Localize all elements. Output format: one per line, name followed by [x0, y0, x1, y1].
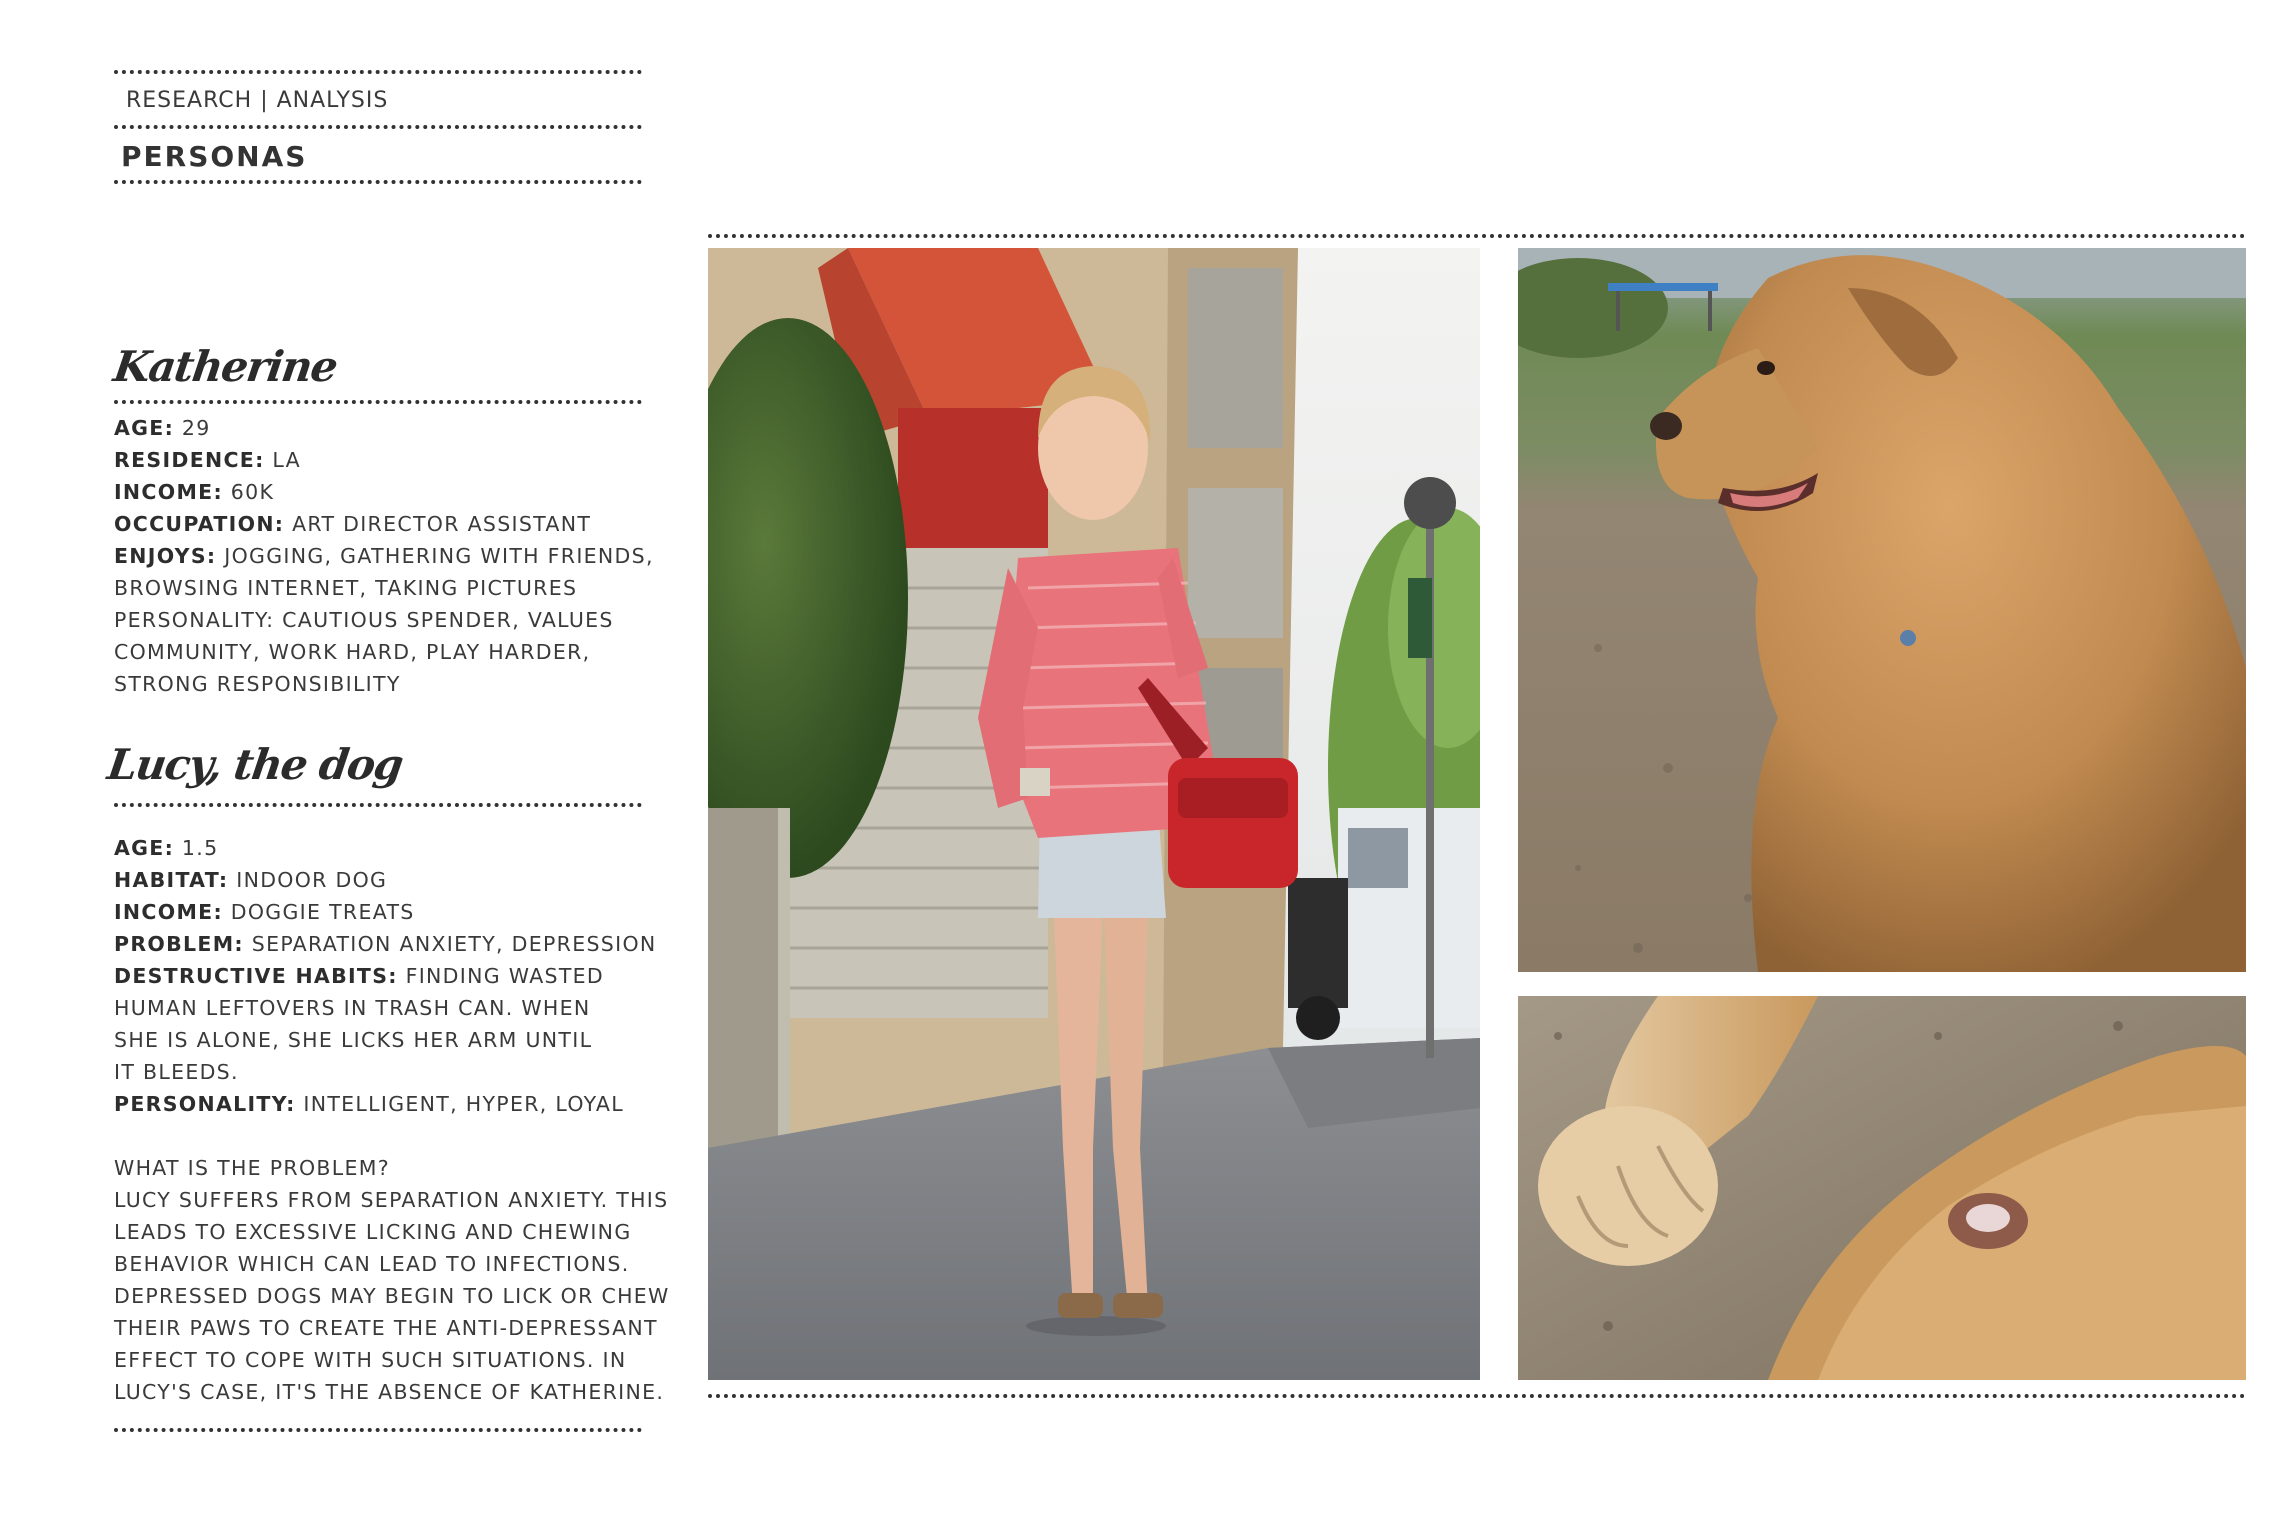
page-title: PERSONAS — [121, 140, 308, 173]
problem-line: DEPRESSED DOGS MAY BEGIN TO LICK OR CHEW — [114, 1284, 670, 1308]
photos-top-rule — [708, 234, 2246, 238]
katherine-photo — [708, 248, 1480, 1380]
katherine-age: AGE: 29 — [114, 416, 211, 440]
photos-bottom-rule — [708, 1394, 2246, 1398]
header-mid-rule — [114, 125, 642, 129]
katherine-residence: RESIDENCE: LA — [114, 448, 301, 472]
header-top-rule — [114, 70, 642, 74]
lucy-rule — [114, 803, 642, 807]
spacer — [114, 1120, 670, 1152]
problem-heading: WHAT IS THE PROBLEM? — [114, 1156, 390, 1180]
lucy-destructive-habits: DESTRUCTIVE HABITS: FINDING WASTED — [114, 964, 604, 988]
lucy-income: INCOME: DOGGIE TREATS — [114, 900, 415, 924]
problem-line: THEIR PAWS TO CREATE THE ANTI-DEPRESSANT — [114, 1316, 658, 1340]
problem-line: LUCY'S CASE, IT'S THE ABSENCE OF KATHERINE. — [114, 1380, 665, 1404]
katherine-occupation: OCCUPATION: ART DIRECTOR ASSISTANT — [114, 512, 592, 536]
katherine-line: STRONG RESPONSIBILITY — [114, 672, 401, 696]
breadcrumb: RESEARCH | ANALYSIS — [126, 88, 389, 113]
lucy-habitat: HABITAT: INDOOR DOG — [114, 868, 388, 892]
lucy-personality: PERSONALITY: INTELLIGENT, HYPER, LOYAL — [114, 1092, 624, 1116]
header-bottom-rule — [114, 180, 642, 184]
lucy-problem: PROBLEM: SEPARATION ANXIETY, DEPRESSION — [114, 932, 657, 956]
katherine-income: INCOME: 60K — [114, 480, 275, 504]
problem-line: BEHAVIOR WHICH CAN LEAD TO INFECTIONS. — [114, 1252, 630, 1276]
lucy-habit-line: IT BLEEDS. — [114, 1060, 239, 1084]
problem-line: LUCY SUFFERS FROM SEPARATION ANXIETY. THIS — [114, 1188, 669, 1212]
lucy-habit-line: HUMAN LEFTOVERS IN TRASH CAN. WHEN — [114, 996, 591, 1020]
lucy-details — [114, 832, 670, 1408]
lucy-photo — [1518, 248, 2246, 972]
katherine-details — [114, 412, 654, 700]
katherine-line: PERSONALITY: CAUTIOUS SPENDER, VALUES — [114, 608, 614, 632]
katherine-enjoys: ENJOYS: JOGGING, GATHERING WITH FRIENDS, — [114, 544, 654, 568]
persona-name-katherine: Katherine — [110, 342, 340, 391]
persona-name-lucy: Lucy, the dog — [104, 740, 406, 789]
problem-line: LEADS TO EXCESSIVE LICKING AND CHEWING — [114, 1220, 632, 1244]
lucy-habit-line: SHE IS ALONE, SHE LICKS HER ARM UNTIL — [114, 1028, 593, 1052]
lucy-wound-photo — [1518, 996, 2246, 1380]
lucy-age: AGE: 1.5 — [114, 836, 219, 860]
katherine-rule — [114, 400, 642, 404]
problem-line: EFFECT TO COPE WITH SUCH SITUATIONS. IN — [114, 1348, 627, 1372]
left-column-bottom-rule — [114, 1428, 642, 1432]
katherine-line: COMMUNITY, WORK HARD, PLAY HARDER, — [114, 640, 591, 664]
katherine-line: BROWSING INTERNET, TAKING PICTURES — [114, 576, 578, 600]
